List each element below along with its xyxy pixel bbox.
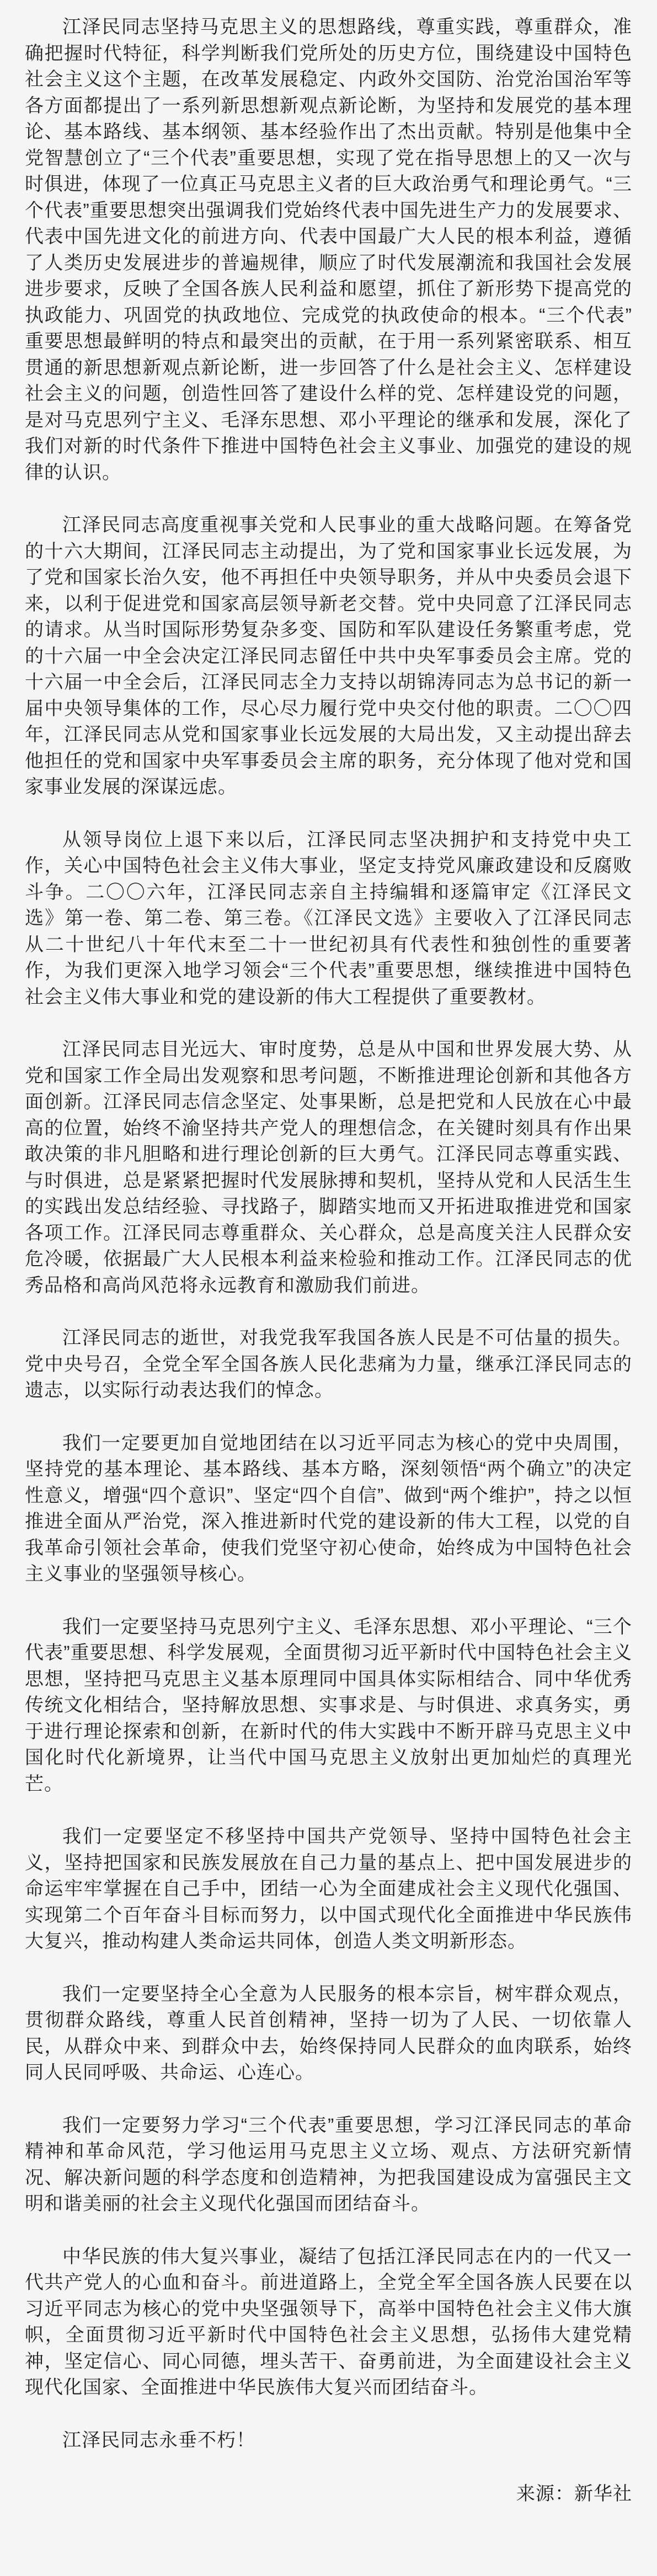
paragraph: 江泽民同志目光远大、审时度势，总是从中国和世界发展大势、从党和国家工作全局出发观察和思考问题，不断推进理论创新和其他各方面创新。江泽民同志信念坚定、处事果断，总是把党和人民放在心中最高的位置，始终不渝坚持共产党人的理想信念，在关键时刻具有作出果敢决策的非凡胆略和进行理论创新的巨大勇气。江泽民同志尊重实践、与时俱进，总是紧紧把握时代发展脉搏和契机，坚持从党和人民活生生的实践出发总结经验、寻找路子，脚踏实地而又开拓进取推进党和国家各项工作。江泽民同志尊重群众、关心群众，总是高度关注人民群众安危冷暖，依据最广大人民根本利益来检验和推动工作。江泽民同志的优秀品格和高尚风范将永远教育和激励我们前进。 xyxy=(25,1039,632,1296)
paragraph: 江泽民同志的逝世，对我党我军我国各族人民是不可估量的损失。党中央号召，全党全军全国各族人民化悲痛为力量，继承江泽民同志的遗志，以实际行动表达我们的悼念。 xyxy=(25,1327,632,1401)
source-attribution: 来源：新华社 xyxy=(516,2483,632,2504)
paragraph: 我们一定要更加自觉地团结在以习近平同志为核心的党中央周围，坚持党的基本理论、基本路线、基本方略，深刻领悟“两个确立”的决定性意义，增强“四个意识”、坚定“四个自信”、做到“两个维护”，持之以恒推进全面从严治党，深入推进新时代党的建设新的伟大工程，以党的自我革命引领社会革命，使我们党坚守初心使命，始终成为中国特色社会主义事业的坚强领导核心。 xyxy=(25,1432,632,1584)
paragraph: 我们一定要坚持全心全意为人民服务的根本宗旨，树牢群众观点，贯彻群众路线，尊重人民首创精神，坚持一切为了人民、一切依靠人民，从群众中来、到群众中去，始终保持同人民群众的血肉联系，始终同人民同呼吸、共命运、心连心。 xyxy=(25,1983,632,2083)
paragraph: 从领导岗位上退下来以后，江泽民同志坚决拥护和支持党中央工作，关心中国特色社会主义伟大事业，坚定支持党风廉政建设和反腐败斗争。二〇〇六年，江泽民同志亲自主持编辑和逐篇审定《江泽民文选》第一卷、第二卷、第三卷。《江泽民文选》主要收入了江泽民同志从二十世纪八十年代末至二十一世纪初具有代表性和独创性的重要著作，为我们更深入地学习领会“三个代表”重要思想，继续推进中国特色社会主义伟大事业和党的建设新的伟大工程提供了重要教材。 xyxy=(25,829,632,1008)
paragraph: 我们一定要坚持马克思列宁主义、毛泽东思想、邓小平理论、“三个代表”重要思想、科学发展观，全面贯彻习近平新时代中国特色社会主义思想，坚持把马克思主义基本原理同中国具体实际相结合、同中华优秀传统文化相结合，坚持解放思想、实事求是、与时俱进、求真务实，勇于进行理论探索和创新，在新时代的伟大实践中不断开辟马克思主义中国化时代化新境界，让当代中国马克思主义放射出更加灿烂的真理光芒。 xyxy=(25,1616,632,1795)
paragraph: 江泽民同志坚持马克思主义的思想路线，尊重实践，尊重群众，准确把握时代特征，科学判断我们党所处的历史方位，围绕建设中国特色社会主义这个主题，在改革发展稳定、内政外交国防、治党治国治军等各方面都提出了一系列新思想新观点新论断，为坚持和发展党的基本理论、基本路线、基本纲领、基本经验作出了杰出贡献。特别是他集中全党智慧创立了“三个代表”重要思想，实现了党在指导思想上的又一次与时俱进，体现了一位真正马克思主义者的巨大政治勇气和理论勇气。“三个代表”重要思想突出强调我们党始终代表中国先进生产力的发展要求、代表中国先进文化的前进方向、代表中国最广大人民的根本利益，遵循了人类历史发展进步的普遍规律，顺应了时代发展潮流和我国社会发展进步要求，反映了全国各族人民利益和愿望，抓住了新形势下提高党的执政能力、巩固党的执政地位、完成党的执政使命的根本。“三个代表”重要思想最鲜明的特点和最突出的贡献，在于用一系列紧密联系、相互贯通的新思想新观点新论断，进一步回答了什么是社会主义、怎样建设社会主义的问题，创造性回答了建设什么样的党、怎样建设党的问题，是对马克思列宁主义、毛泽东思想、邓小平理论的继承和发展，深化了我们对新的时代条件下推进中国特色社会主义事业、加强党的建设的规律的认识。 xyxy=(25,17,632,483)
closing-line: 江泽民同志永垂不朽！ xyxy=(62,2429,255,2451)
paragraph: 我们一定要坚定不移坚持中国共产党领导、坚持中国特色社会主义，坚持把国家和民族发展放在自己力量的基点上、把中国发展进步的命运牢牢掌握在自己手中，团结一心为全面建成社会主义现代化强国、实现第二个百年奋斗目标而努力，以中国式现代化全面推进中华民族伟大复兴，推动构建人类命运共同体，创造人类文明新形态。 xyxy=(25,1826,632,1952)
paragraph: 中华民族的伟大复兴事业，凝结了包括江泽民同志在内的一代又一代共产党人的心血和奋斗。前进道路上，全党全军全国各族人民要在以习近平同志为核心的党中央坚强领导下，高举中国特色社会主义伟大旗帜，全面贯彻习近平新时代中国特色社会主义思想，弘扬伟大建党精神，坚定信心、同心同德，埋头苦干、奋勇前进，为全面建设社会主义现代化国家、全面推进中华民族伟大复兴而团结奋斗。 xyxy=(25,2246,632,2398)
paragraph: 我们一定要努力学习“三个代表”重要思想，学习江泽民同志的革命精神和革命风范，学习他运用马克思主义立场、观点、方法研究新情况、解决新问题的科学态度和创造精神，为把我国建设成为富强民主文明和谐美丽的社会主义现代化强国而团结奋斗。 xyxy=(25,2114,632,2214)
paragraph: 江泽民同志高度重视事关党和人民事业的重大战略问题。在筹备党的十六大期间，江泽民同志主动提出，为了党和国家事业长远发展，为了党和国家长治久安，他不再担任中央领导职务，并从中央委员会退下来，以利于促进党和国家高层领导新老交替。党中央同意了江泽民同志的请求。从当时国际形势复杂多变、国防和军队建设任务繁重考虑，党的十六届一中全会决定江泽民同志留任中共中央军事委员会主席。党的十六届一中全会后，江泽民同志全力支持以胡锦涛同志为总书记的新一届中央领导集体的工作，尽心尽力履行党中央交付他的职责。二〇〇四年，江泽民同志从党和国家事业长远发展的大局出发，又主动提出辞去他担任的党和国家中央军事委员会主席的职务，充分体现了他对党和国家事业发展的深谋远虑。 xyxy=(25,515,632,797)
